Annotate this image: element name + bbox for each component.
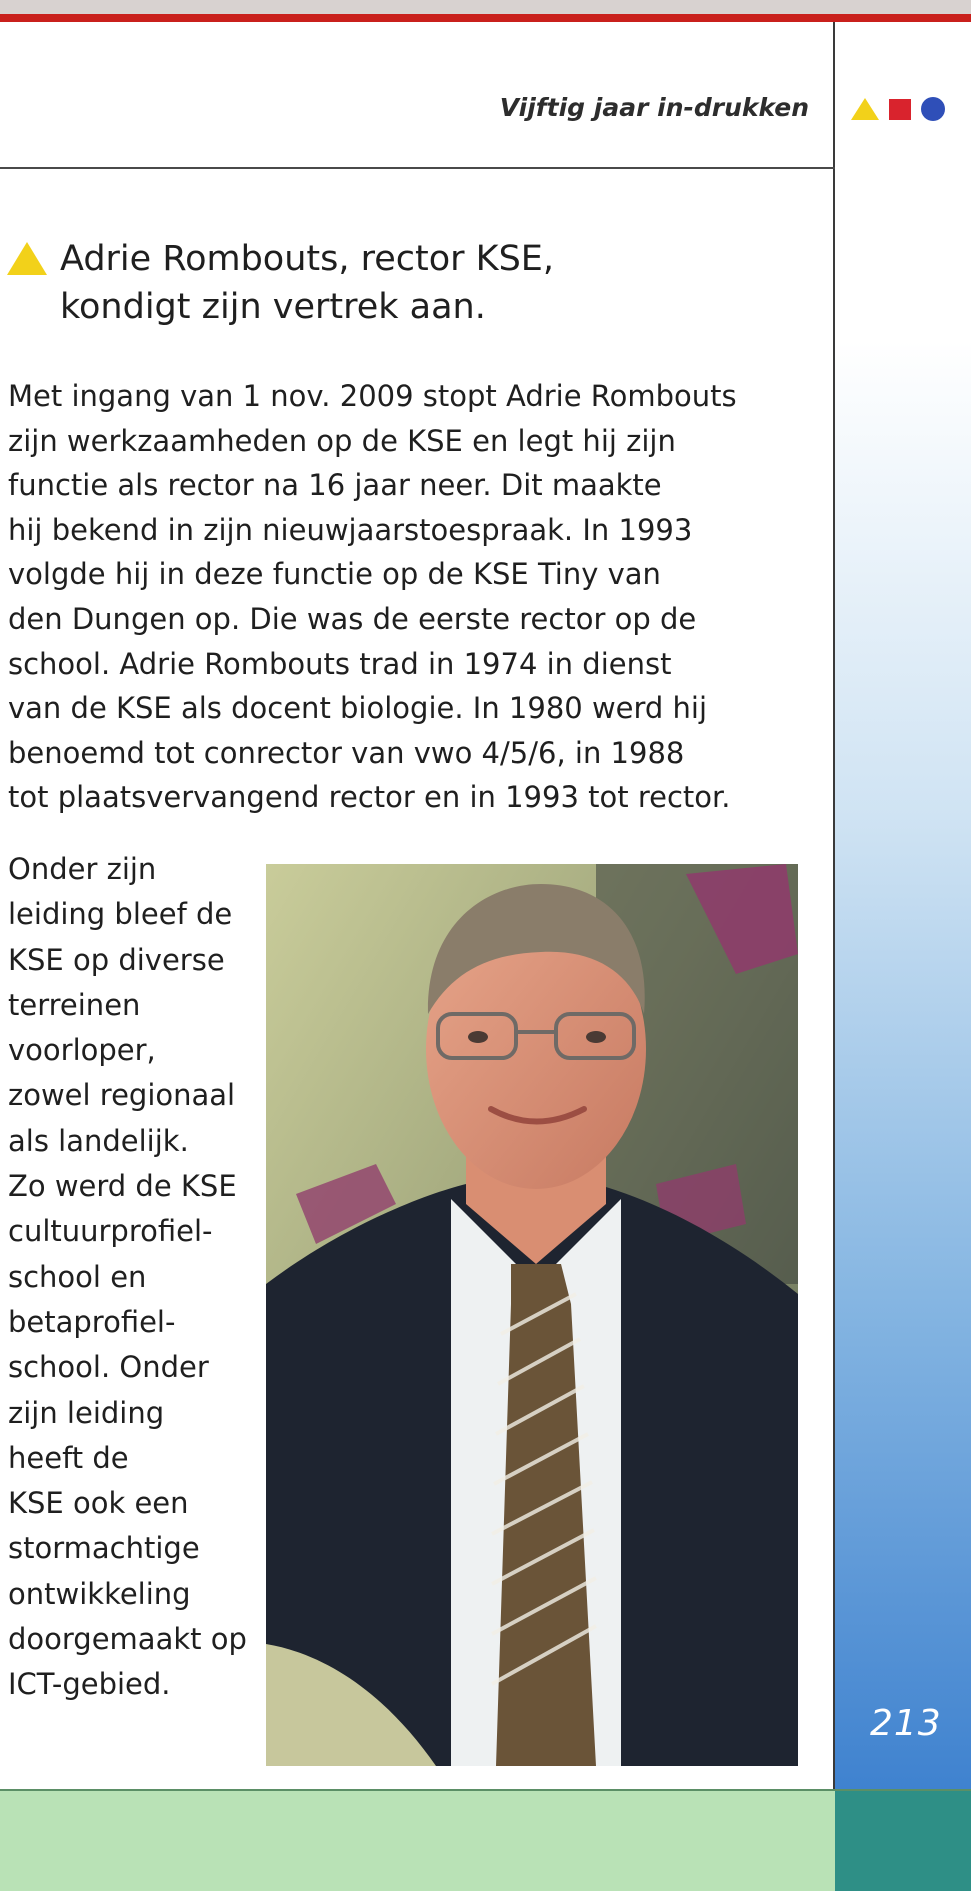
- side-line: Onder zijn: [8, 852, 157, 886]
- footer-green-band: [0, 1790, 835, 1891]
- header-rule: [0, 167, 835, 169]
- portrait-illustration: [266, 864, 798, 1766]
- body-line: school. Adrie Rombouts trad in 1974 in dienst: [8, 646, 672, 681]
- body-line: volgde hij in deze functie op de KSE Tiny van: [8, 557, 661, 592]
- right-gradient-strip: [835, 22, 971, 1790]
- footer-teal-band: [835, 1790, 971, 1891]
- side-line: heeft de: [8, 1440, 129, 1475]
- body-line: den Dungen op. Die was de eerste rector op de: [8, 601, 697, 636]
- side-line: ICT-gebied.: [8, 1667, 171, 1702]
- side-line: zowel regionaal: [8, 1078, 236, 1113]
- side-line: KSE op diverse: [8, 942, 225, 977]
- header-shapes: [849, 92, 959, 124]
- headline-line: kondigt zijn vertrek aan.: [60, 287, 486, 327]
- side-line: als landelijk.: [8, 1123, 189, 1158]
- side-line: voorloper,: [8, 1033, 156, 1068]
- triangle-icon: [851, 98, 879, 120]
- body-line: functie als rector na 16 jaar neer. Dit maakte: [8, 468, 662, 503]
- footer-rule: [0, 1789, 971, 1791]
- headline-line: Adrie Rombouts, rector KSE,: [60, 239, 555, 279]
- page-number: 213: [870, 1703, 942, 1744]
- square-icon: [889, 99, 911, 120]
- body-line: tot plaatsvervangend rector en in 1993 tot rector.: [8, 780, 731, 815]
- side-line: betaprofiel-: [8, 1304, 176, 1339]
- column-divider: [833, 22, 835, 1790]
- side-line: terreinen: [8, 987, 141, 1022]
- top-edge-band: [0, 0, 971, 22]
- headline-triangle-icon: [6, 240, 48, 276]
- side-line: stormachtige: [8, 1531, 200, 1566]
- running-header-title: Vijftig jaar in-drukken: [499, 93, 809, 122]
- body-line: Met ingang van 1 nov. 2009 stopt Adrie Rombouts: [8, 379, 737, 413]
- portrait-photo: [266, 864, 798, 1766]
- side-line: zijn leiding: [8, 1395, 165, 1430]
- side-line: school. Onder: [8, 1350, 209, 1385]
- body-line: van de KSE als docent biologie. In 1980 werd hij: [8, 691, 708, 726]
- body-line: zijn werkzaamheden op de KSE en legt hij zijn: [8, 423, 676, 458]
- side-line: doorgemaakt op: [8, 1622, 247, 1657]
- body-line: hij bekend in zijn nieuwjaarstoespraak. In 1993: [8, 512, 693, 547]
- article-body: [8, 374, 818, 820]
- side-line: cultuurprofiel-: [8, 1214, 213, 1249]
- circle-icon: [921, 97, 945, 121]
- article-side-column: [8, 847, 258, 1708]
- side-line: ontwikkeling: [8, 1576, 191, 1611]
- side-line: leiding bleef de: [8, 897, 233, 932]
- side-line: Zo werd de KSE: [8, 1169, 237, 1204]
- side-line: KSE ook een: [8, 1486, 189, 1521]
- article-headline: [60, 235, 760, 331]
- body-line: benoemd tot conrector van vwo 4/5/6, in 1988: [8, 735, 685, 770]
- side-line: school en: [8, 1259, 147, 1294]
